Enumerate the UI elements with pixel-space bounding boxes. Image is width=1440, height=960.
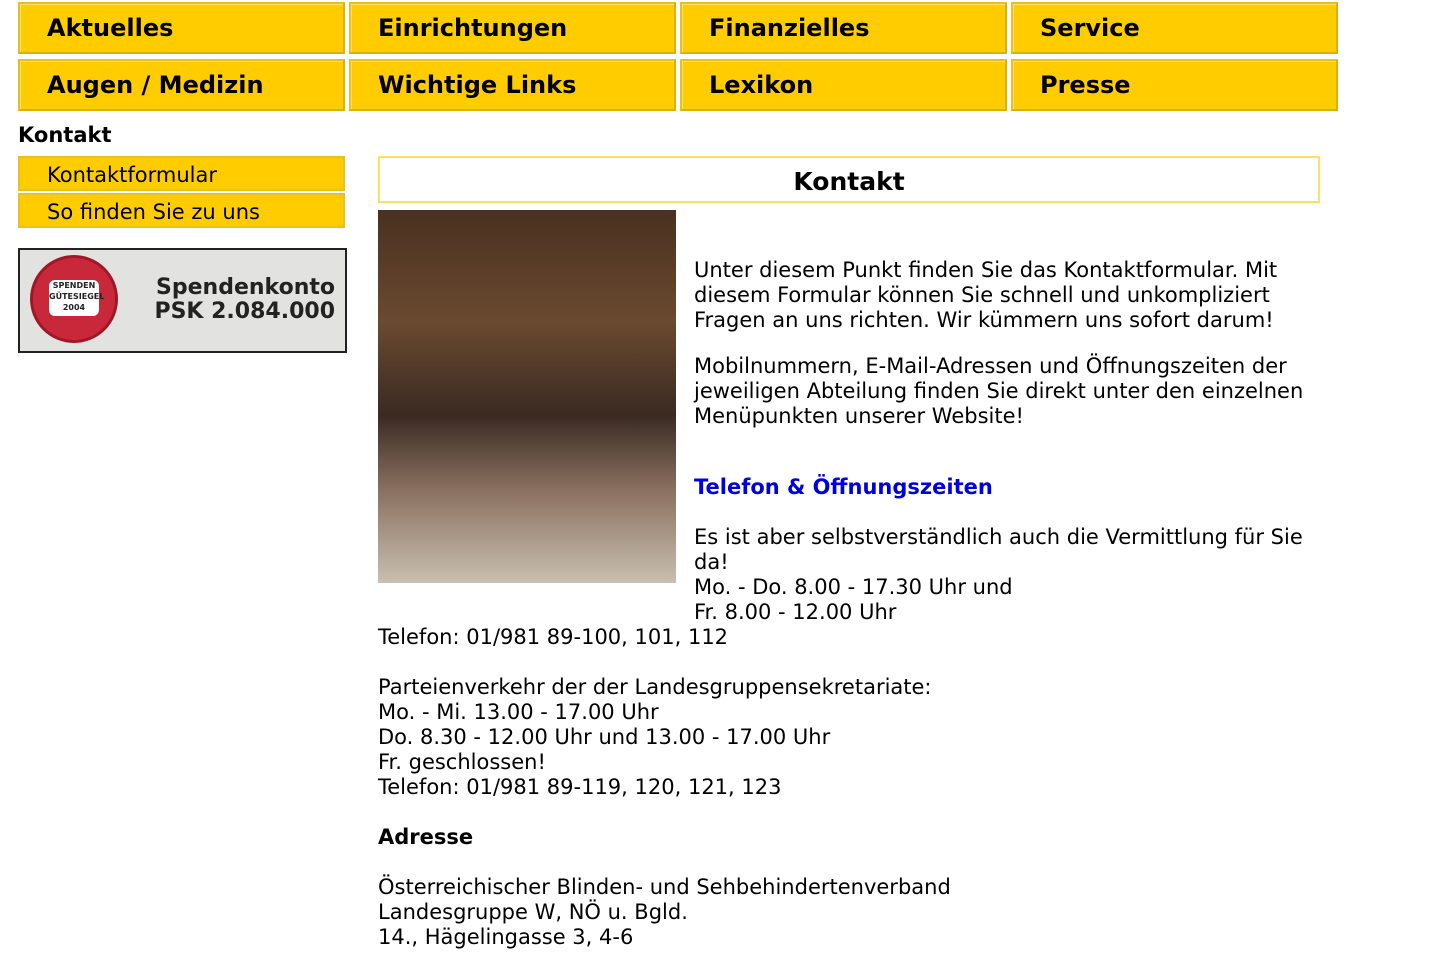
spenden-guetesiegel-seal-icon: [30, 255, 118, 343]
address-line: 14., Hägelingasse 3, 4-6: [378, 925, 634, 949]
nav-lexikon[interactable]: Lexikon: [680, 59, 1007, 111]
seal-year: 2004: [62, 303, 86, 312]
intro-text: Unter diesem Punkt finden Sie das Kontaktformular. Mit diesem Formular können Sie schnell und unkompliziert Fragen an uns richten. Wir kümmern uns sofort darum!: [694, 258, 1278, 332]
nav-aktuelles[interactable]: Aktuelles: [18, 2, 345, 54]
parteien-title: Parteienverkehr der der Landesgruppensekretariate:: [378, 675, 932, 699]
nav-augen-medizin[interactable]: Augen / Medizin: [18, 59, 345, 111]
hours-line: Mo. - Do. 8.00 - 17.30 Uhr und: [694, 575, 1013, 599]
sidebar-item-so-finden-sie-zu-uns[interactable]: So finden Sie zu uns: [18, 193, 345, 228]
nav-einrichtungen[interactable]: Einrichtungen: [349, 2, 676, 54]
sidebar-item-kontaktformular[interactable]: Kontaktformular: [18, 156, 345, 191]
address-line: Landesgruppe W, NÖ u. Bgld.: [378, 900, 688, 924]
vermittlung-text: Es ist aber selbstverständlich auch die Vermittlung für Sie da!: [694, 525, 1303, 574]
address-line: Österreichischer Blinden- und Sehbehindertenverband: [378, 875, 951, 899]
hours-line: Mo. - Mi. 13.00 - 17.00 Uhr: [378, 700, 659, 724]
page-title: Kontakt: [378, 156, 1320, 203]
phone-line: Telefon: 01/981 89-119, 120, 121, 123: [378, 775, 782, 799]
sidebar-title: Kontakt: [18, 123, 112, 147]
phone-line: Telefon: 01/981 89-100, 101, 112: [378, 625, 729, 649]
phone-hours-link[interactable]: Telefon & Öffnungszeiten: [694, 475, 993, 499]
donation-label: Spendenkonto: [156, 275, 335, 300]
nav-service[interactable]: Service: [1011, 2, 1338, 54]
nav-presse[interactable]: Presse: [1011, 59, 1338, 111]
hours-line: Do. 8.30 - 12.00 Uhr und 13.00 - 17.00 Uhr: [378, 725, 831, 749]
nav-finanzielles[interactable]: Finanzielles: [680, 2, 1007, 54]
seal-text: SPENDEN: [52, 281, 96, 290]
donation-account: PSK 2.084.000: [154, 299, 335, 324]
hours-line: Fr. 8.00 - 12.00 Uhr: [694, 600, 897, 624]
hours-line: Fr. geschlossen!: [378, 750, 546, 774]
nav-wichtige-links[interactable]: Wichtige Links: [349, 59, 676, 111]
seal-text: GÜTESIEGEL: [49, 292, 105, 301]
office-photo: [378, 210, 676, 583]
address-title: Adresse: [378, 825, 474, 849]
intro-text-2: Mobilnummern, E-Mail-Adressen und Öffnungszeiten der jeweiligen Abteilung finden Sie direkt unter den einzelnen Menüpunkten unserer Website!: [694, 354, 1304, 428]
donation-banner[interactable]: [18, 248, 347, 353]
